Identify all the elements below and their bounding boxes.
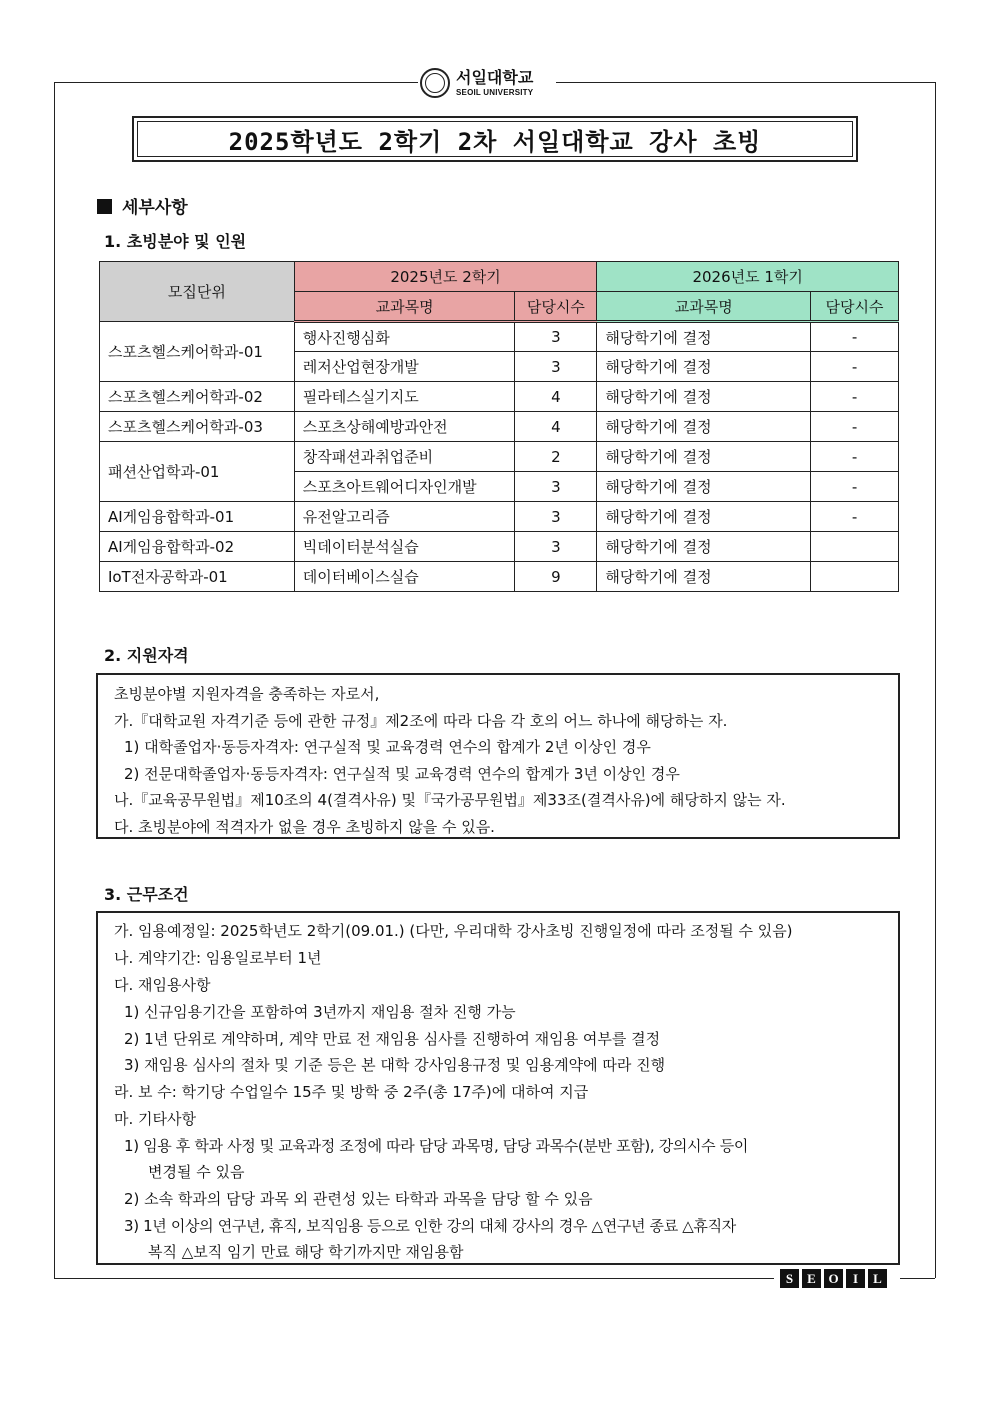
next-term-hours-cell: -: [811, 502, 899, 532]
hours-cell: 3: [515, 472, 597, 502]
hours-cell: 9: [515, 562, 597, 592]
header-course-term2: 교과목명: [597, 292, 811, 322]
unit-cell: 패션산업학과-01: [100, 442, 295, 502]
next-term-hours-cell: -: [811, 472, 899, 502]
course-cell: 스포츠상해예방과안전: [294, 412, 515, 442]
bottom-rule-right: [900, 1278, 935, 1279]
next-term-hours-cell: -: [811, 322, 899, 352]
qualification-line: 2) 전문대학졸업자·동등자격자: 연구실적 및 교육경력 연수의 합계가 3년 이상인 경우: [124, 765, 680, 783]
top-rule-left: [54, 82, 418, 83]
next-term-course-cell: 해당학기에 결정: [597, 382, 811, 412]
table-row: [100, 562, 899, 592]
condition-line: 다. 재임용사항: [114, 976, 211, 994]
hours-cell: 3: [515, 502, 597, 532]
header-course-term1: 교과목명: [294, 292, 515, 322]
bottom-rule-left: [54, 1278, 774, 1279]
condition-line: 1) 신규임용기간을 포함하여 3년까지 재임용 절차 진행 가능: [124, 1003, 516, 1021]
top-rule-right: [556, 82, 935, 83]
table-row: [100, 322, 899, 352]
condition-line: 3) 1년 이상의 연구년, 휴직, 보직임용 등으로 인한 강의 대체 강사의 경우 △연구년 종료 △휴직자: [124, 1217, 736, 1235]
university-logo: [420, 64, 556, 102]
condition-line: 변경될 수 있음: [148, 1163, 245, 1181]
footer-letter: E: [802, 1269, 821, 1288]
unit-cell: 스포츠헬스케어학과-03: [100, 412, 295, 442]
logo-english: SEOIL UNIVERSITY: [456, 87, 534, 97]
qualification-line: 1) 대학졸업자·동등자격자: 연구실적 및 교육경력 연수의 합계가 2년 이상인 경우: [124, 738, 651, 756]
course-cell: 필라테스실기지도: [294, 382, 515, 412]
header-hours-term1: 담당시수: [515, 292, 597, 322]
table-row: [100, 502, 899, 532]
condition-line: 복직 △보직 임기 만료 해당 학기까지만 재임용함: [148, 1243, 464, 1261]
unit-cell: AI게임융합학과-02: [100, 532, 295, 562]
next-term-course-cell: 해당학기에 결정: [597, 502, 811, 532]
table-row: [100, 532, 899, 562]
course-cell: 유전알고리즘: [294, 502, 515, 532]
conditions-box: [96, 911, 900, 1265]
next-term-course-cell: 해당학기에 결정: [597, 412, 811, 442]
hours-cell: 2: [515, 442, 597, 472]
next-term-course-cell: 해당학기에 결정: [597, 322, 811, 352]
footer-letter: O: [824, 1269, 843, 1288]
seoil-footer-mark: [780, 1269, 887, 1288]
next-term-hours-cell: [811, 562, 899, 592]
section-main-heading: 세부사항: [97, 193, 188, 218]
next-term-course-cell: 해당학기에 결정: [597, 352, 811, 382]
header-unit: 모집단위: [100, 262, 295, 322]
qualification-line: 가.『대학교원 자격기준 등에 관한 규정』제2조에 따라 다음 각 호의 어느 하나에 해당하는 자.: [114, 712, 728, 730]
condition-line: 1) 임용 후 학과 사정 및 교육과정 조정에 따라 담당 과목명, 담당 과목수(분반 포함), 강의시수 등이: [124, 1137, 748, 1155]
table-row: [100, 382, 899, 412]
unit-cell: 스포츠헬스케어학과-01: [100, 322, 295, 382]
condition-line: 마. 기타사항: [114, 1110, 196, 1128]
next-term-course-cell: 해당학기에 결정: [597, 442, 811, 472]
course-cell: 창작패션과취업준비: [294, 442, 515, 472]
condition-line: 나. 계약기간: 임용일로부터 1년: [114, 949, 322, 967]
section3-heading: 3. 근무조건: [104, 885, 189, 904]
hours-cell: 3: [515, 352, 597, 382]
title-box: [132, 116, 858, 162]
condition-line: 2) 소속 학과의 담당 과목 외 관련성 있는 타학과 과목을 담당 할 수 있음: [124, 1190, 593, 1208]
unit-cell: 스포츠헬스케어학과-02: [100, 382, 295, 412]
next-term-course-cell: 해당학기에 결정: [597, 472, 811, 502]
section2-heading: 2. 지원자격: [104, 646, 189, 665]
hours-cell: 3: [515, 322, 597, 352]
course-cell: 스포츠아트웨어디자인개발: [294, 472, 515, 502]
course-cell: 빅데이터분석실습: [294, 532, 515, 562]
section1-heading: 1. 초빙분야 및 인원: [104, 232, 247, 251]
next-term-hours-cell: -: [811, 442, 899, 472]
qualification-line: 다. 초빙분야에 적격자가 없을 경우 초빙하지 않을 수 있음.: [114, 818, 495, 836]
qualification-line: 초빙분야별 지원자격을 충족하는 자로서,: [114, 685, 380, 703]
course-cell: 행사진행심화: [294, 322, 515, 352]
footer-letter: I: [846, 1269, 865, 1288]
next-term-course-cell: 해당학기에 결정: [597, 562, 811, 592]
condition-line: 2) 1년 단위로 계약하며, 계약 만료 전 재임용 심사를 진행하여 재임용 여부를 결정: [124, 1030, 661, 1048]
hours-cell: 4: [515, 382, 597, 412]
seal-icon: [420, 68, 450, 98]
recruitment-table: [99, 261, 899, 592]
next-term-hours-cell: -: [811, 352, 899, 382]
logo-korean: 서일대학교: [456, 67, 534, 87]
condition-line: 3) 재임용 심사의 절차 및 기준 등은 본 대학 강사임용규정 및 임용계약에 따라 진행: [124, 1056, 666, 1074]
hours-cell: 4: [515, 412, 597, 442]
qualification-box: [96, 673, 900, 839]
condition-line: 라. 보 수: 학기당 수업일수 15주 및 방학 중 2주(총 17주)에 대하여 지급: [114, 1083, 589, 1101]
qualification-line: 나.『교육공무원법』제10조의 4(결격사유) 및『국가공무원법』제33조(결격사유)에 해당하지 않는 자.: [114, 791, 786, 809]
header-term1: 2025년도 2학기: [294, 262, 597, 292]
next-term-hours-cell: -: [811, 412, 899, 442]
condition-line: 가. 임용예정일: 2025학년도 2학기(09.01.) (다만, 우리대학 강사초빙 진행일정에 따라 조정될 수 있음): [114, 922, 793, 940]
hours-cell: 3: [515, 532, 597, 562]
table-row: [100, 442, 899, 472]
table-row: [100, 412, 899, 442]
next-term-course-cell: 해당학기에 결정: [597, 532, 811, 562]
next-term-hours-cell: [811, 532, 899, 562]
footer-letter: S: [780, 1269, 799, 1288]
header-term2: 2026년도 1학기: [597, 262, 899, 292]
square-bullet-icon: [97, 199, 112, 214]
header-hours-term2: 담당시수: [811, 292, 899, 322]
unit-cell: AI게임융합학과-01: [100, 502, 295, 532]
course-cell: 데이터베이스실습: [294, 562, 515, 592]
unit-cell: IoT전자공학과-01: [100, 562, 295, 592]
next-term-hours-cell: -: [811, 382, 899, 412]
footer-letter: L: [868, 1269, 887, 1288]
course-cell: 레저산업현장개발: [294, 352, 515, 382]
page-title: 2025학년도 2학기 2차 서일대학교 강사 초빙: [137, 121, 853, 157]
